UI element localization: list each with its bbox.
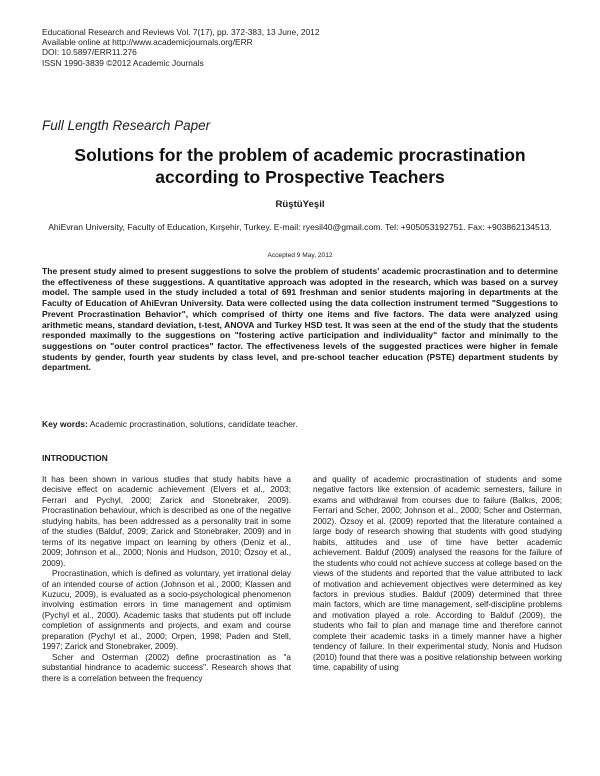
paragraph: and quality of academic procrastination of students and some negative factors like extension of academic semesters, failure in exams and withdrawal from courses due to failure (Balkıs, 2006; Ferrari and Scher, 2000; Johnson et al., 2000; Scher and Osterman, 2002). Özsoy et al. (2009) reported that the literature contained a large body of research showing that students with good studying habits, attitudes and use of time have better academic achievement. Balduf (2009) analysed the reasons for the failure of the students who could not achieve success at college based on the views of the students and reported that the value attributed to lack of motivation and achievement objectives were determined as key factors in previous studies. Balduf (2009) determined that three main factors, which are time management, self-discipline problems and motivation played a role. According to Balduf (2009), the students who fail to plan and manage time and therefore cannot complete their academic tasks in a timely manner have a higher tendency of failure. In their experimental study, Nonis and Hudson (2010) found that there was a positive relationship between working time, capability of using: [313, 475, 562, 673]
left-column: [42, 475, 291, 684]
abstract: The present study aimed to present suggestions to solve the problem of students' academic procrastination and to determine the effectiveness of these suggestions. A quantitative approach was adopted in the research, which was based on a survey model. The sample used in the study included a total of 691 freshman and senior students majoring in departments at the Faculty of Education of AhiEvran University. Data were collected using the data collection instrument termed "Suggestions to Prevent Procrastination Behavior", which comprised of thirty one items and five factors. The data were analyzed using arithmetic means, standard deviation, t-test, ANOVA and Turkey HSD test. It was seen at the end of the study that the students responded maximally to the suggestions on "fostering active participation and individuality" factor and minimally to the suggestions on "outer control practices" factor. The effectiveness levels of the suggested practices were higher in female students by gender, fourth year students by class level, and pre-school teacher education (PSTE) department students by department.: [42, 266, 558, 373]
keywords-text: Academic procrastination, solutions, candidate teacher.: [87, 419, 298, 429]
doi: DOI: 10.5897/ERR11.276: [42, 47, 137, 58]
paragraph: It has been shown in various studies that study habits have a decisive effect on academic achievement (Elvers et al., 2003; Ferrari and Pychyl, 2000; Zarick and Stonebraker, 2009). Procrastination behaviour, which is described as one of the negative studying habits, has been addressed as a personality trait in some of the studies (Balduf, 2009; Zarick and Stonebraker, 2009) and in terms of its negative impact on learning by others (Deniz et al., 2009; Johnson et al., 2000; Nonis and Hudson, 2010; Özsoy et al., 2009).: [42, 475, 291, 568]
paper-title: Solutions for the problem of academic procrastination according to Prospective Teachers: [74, 145, 526, 187]
paragraph: Scher and Osterman (2002) define procrastination as "a substantial hindrance to academic success". Research shows that there is a correlation between the frequency: [42, 652, 291, 683]
journal-url: Available online at http://www.academicjournals.org/ERR: [42, 37, 253, 48]
issn: ISSN 1990-3839 ©2012 Academic Journals: [42, 57, 204, 68]
journal-header: [42, 27, 320, 68]
section-heading-introduction: INTRODUCTION: [42, 453, 108, 463]
paper-type: Full Length Research Paper: [42, 118, 211, 133]
keywords: [42, 419, 558, 429]
paragraph: Procrastination, which is defined as voluntary, yet irrational delay of an intended course of action (Johnson et al., 2000; Klassen and Kuzucu, 2009), is evaluated as a socio-psychological phenomenon involving estimation errors in time management and optimism (Pychyl et al., 2000). Academic tasks that students put off include completion of assignments and projects, and exam and course preparation (Pychyl et al., 2000; Orpen, 1998; Paden and Stell, 1997; Zarick and Stonebraker, 2009).: [42, 569, 291, 652]
author-affiliation: AhiEvran University, Faculty of Education, Kırşehir, Turkey. E-mail: ryesil40@gmail.com. Tel: +905053192751. Fax: +903862134513.: [48, 222, 552, 232]
right-column: [313, 475, 562, 674]
journal-citation: Educational Research and Reviews Vol. 7(17), pp. 372-383, 13 June, 2012: [42, 27, 320, 37]
author-name: RüştüYeşil: [275, 199, 325, 210]
accepted-date: Accepted 9 May, 2012: [267, 252, 333, 259]
keywords-label: Key words:: [42, 419, 88, 429]
